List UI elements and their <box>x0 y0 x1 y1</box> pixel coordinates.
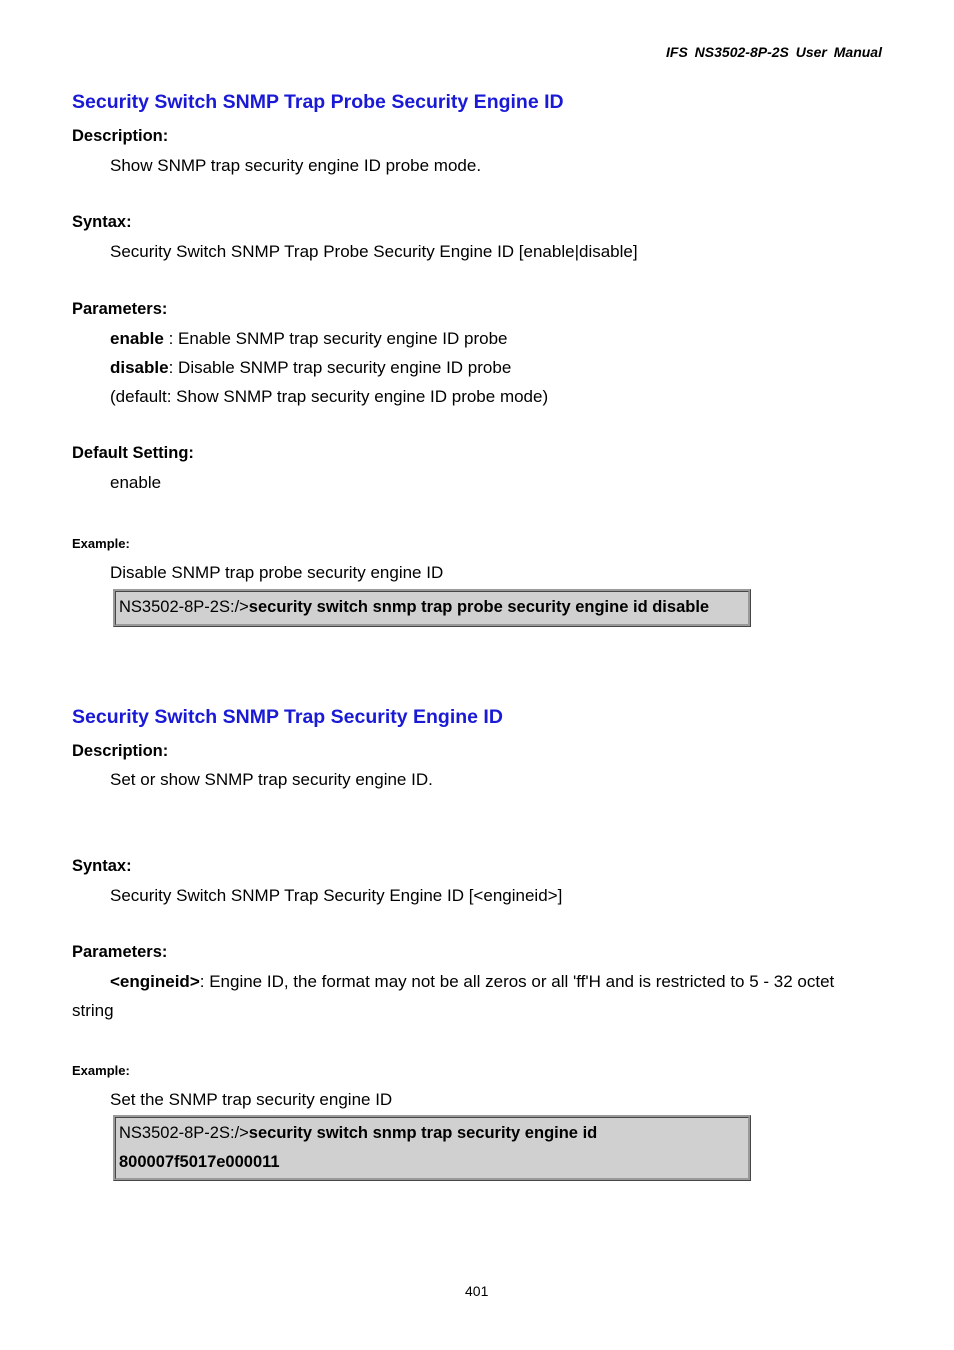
running-header: IFS NS3502-8P-2S User Manual <box>666 44 882 60</box>
section-title-probe: Security Switch SNMP Trap Probe Security Engine ID <box>72 91 564 113</box>
command-prompt: NS3502-8P-2S:/> <box>119 1124 249 1142</box>
command-text: security switch snmp trap probe security engine id disable <box>248 598 710 616</box>
parameters-label: Parameters: <box>72 300 168 318</box>
description-label: Description: <box>72 127 169 145</box>
command-box <box>113 589 751 627</box>
param-desc-continuation: string <box>72 1001 114 1020</box>
param-desc: : Engine ID, the format may not be all zeros or all 'ff'H and is restricted to 5 - 32 octet <box>199 972 835 991</box>
default-setting-label: Default Setting: <box>72 444 194 462</box>
example-label: Example: <box>72 1063 130 1078</box>
param-desc: : Disable SNMP trap security engine ID probe <box>168 358 512 377</box>
description-label: Description: <box>72 742 169 760</box>
command-prompt: NS3502-8P-2S:/> <box>119 598 249 616</box>
param-name: <engineid> <box>110 972 200 991</box>
description-text: Set or show SNMP trap security engine ID. <box>110 770 433 789</box>
parameters-label: Parameters: <box>72 943 168 961</box>
command-text: security switch snmp trap security engine id <box>248 1124 598 1142</box>
description-text: Show SNMP trap security engine ID probe mode. <box>110 156 482 175</box>
example-description: Disable SNMP trap probe security engine ID <box>110 563 444 582</box>
command-box <box>113 1115 751 1181</box>
command-line <box>119 1119 745 1148</box>
page-number: 401 <box>465 1283 489 1299</box>
param-name: enable <box>110 329 164 348</box>
param-desc: : Enable SNMP trap security engine ID probe <box>163 329 508 348</box>
command-argument: 800007f5017e000011 <box>119 1153 280 1171</box>
example-label: Example: <box>72 536 130 551</box>
syntax-text: Security Switch SNMP Trap Probe Security Engine ID [enable|disable] <box>110 242 638 261</box>
syntax-label: Syntax: <box>72 857 132 875</box>
syntax-label: Syntax: <box>72 213 132 231</box>
default-setting-value: enable <box>110 473 162 492</box>
param-enable <box>110 329 508 349</box>
syntax-text: Security Switch SNMP Trap Security Engine ID [<engineid>] <box>110 886 563 905</box>
param-disable <box>110 358 511 378</box>
param-engineid <box>110 972 834 992</box>
section-title-engine-id: Security Switch SNMP Trap Security Engine ID <box>72 706 503 728</box>
param-note: (default: Show SNMP trap security engine ID probe mode) <box>110 387 549 406</box>
example-description: Set the SNMP trap security engine ID <box>110 1090 393 1109</box>
param-name: disable <box>110 358 169 377</box>
command-line <box>119 593 745 622</box>
